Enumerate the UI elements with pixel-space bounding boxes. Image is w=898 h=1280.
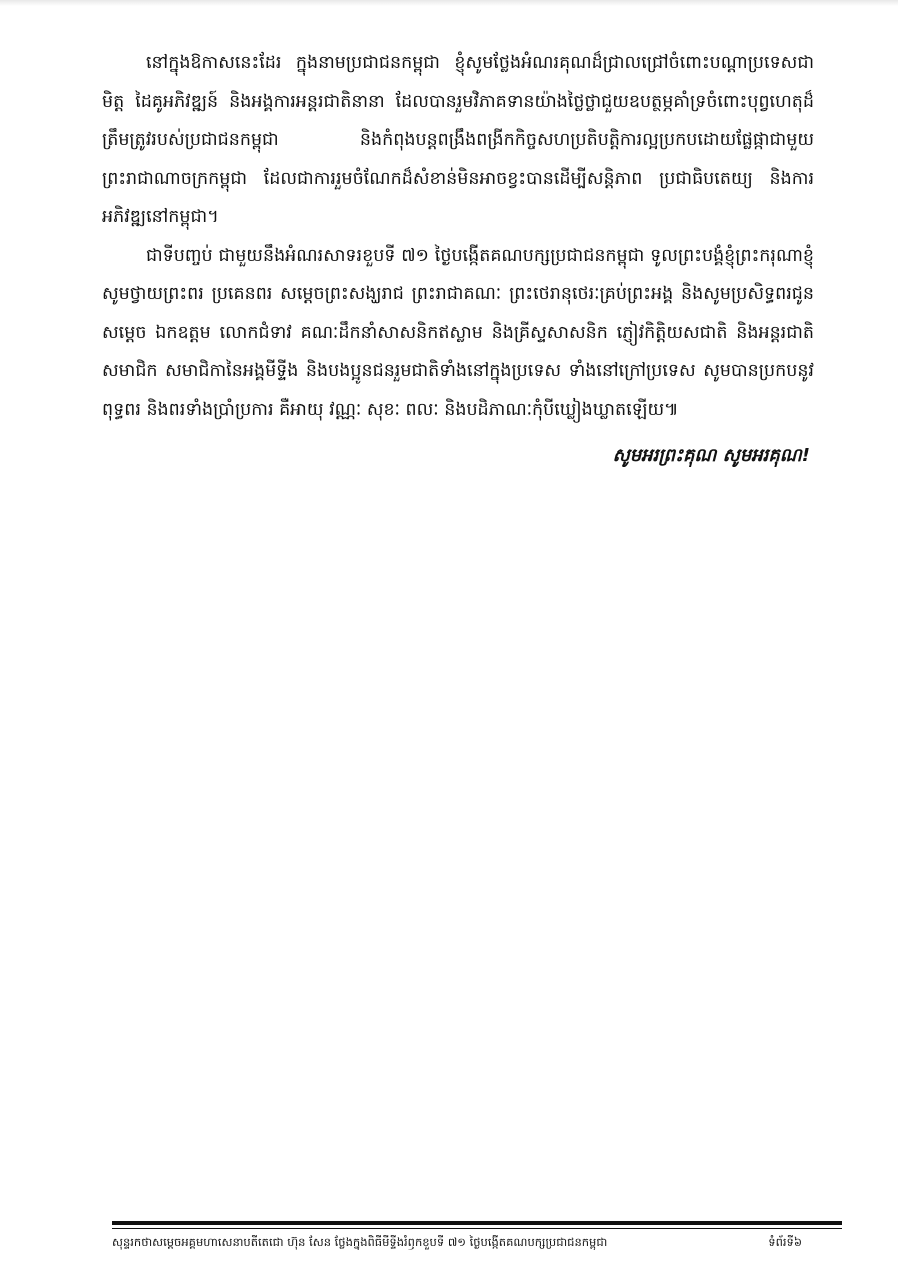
speech-body	[102, 44, 814, 429]
page-number: ទំព័រទី៦	[768, 1235, 802, 1249]
scan-top-edge	[0, 0, 898, 6]
footer-divider	[112, 1221, 842, 1229]
paragraph-acknowledgement: នៅក្នុងឱកាសនេះដែរ ក្នុងនាមប្រជាជនកម្ពុជា ខ្ញុំសូមថ្លែងអំណរគុណដ៏ជ្រាលជ្រៅចំពោះបណ្ដាប្រទេសជាមិត្ត ដៃគូអភិវឌ្ឍន៍ និងអង្គការអន្តរជាតិនានា ដែលបានរួមវិភាគទានយ៉ាងថ្លៃថ្លាជួយឧបត្ថម្ភគាំទ្រចំពោះបុព្វហេតុដ៏ត្រឹមត្រូវរបស់ប្រជាជនកម្ពុជា និងកំពុងបន្តពង្រឹងពង្រីកកិច្ចសហប្រតិបត្តិការល្អប្រកបដោយផ្លែផ្កាជាមួយព្រះរាជាណាចក្រកម្ពុជា ដែលជាការរួមចំណែកដ៏សំខាន់មិនអាចខ្វះបានដើម្បីសន្តិភាព ប្រជាធិបតេយ្យ និងការអភិវឌ្ឍនៅកម្ពុជា។	[102, 53, 814, 227]
closing-thanks: សូមអរព្រះគុណ សូមអរគុណ!	[612, 445, 810, 466]
footer-document-title: សុន្ទរកថាសម្ដេចអគ្គមហាសេនាបតីតេជោ ហ៊ុន សែន ថ្លែងក្នុងពិធីមីទ្ទីងរំឭកខួបទី ៧១ ថ្ងៃបង្កើតគណបក្សប្រជាជនកម្ពុជា	[112, 1235, 608, 1249]
paragraph-conclusion: ជាទីបញ្ចប់ ជាមួយនឹងអំណរសាទរខួបទី ៧១ ថ្ងៃបង្កើតគណបក្សប្រជាជនកម្ពុជា ទូលព្រះបង្គំខ្ញុំព្រះករុណាខ្ញុំ សូមថ្វាយព្រះពរ ប្រគេនពរ សម្ដេចព្រះសង្ឃរាជ ព្រះរាជាគណៈ ព្រះថេរានុថេរៈគ្រប់ព្រះអង្គ និងសូមប្រសិទ្ធពរជូនសម្ដេច ឯកឧត្តម លោកជំទាវ គណៈដឹកនាំសាសនិកឥស្លាម និងគ្រីស្ទសាសនិក ភ្ញៀវកិត្តិយសជាតិ និងអន្តរជាតិ សមាជិក សមាជិកានៃអង្គមីទ្ទីង និងបងប្អូនជនរួមជាតិទាំងនៅក្នុងប្រទេស ទាំងនៅក្រៅប្រទេស សូមបានប្រកបនូវពុទ្ធពរ និងពរទាំងប្រាំប្រការ គឺអាយុ វណ្ណៈ សុខៈ ពលៈ និងបដិភាណៈកុំបីឃ្លៀងឃ្លាតឡើយ៕	[102, 245, 814, 420]
